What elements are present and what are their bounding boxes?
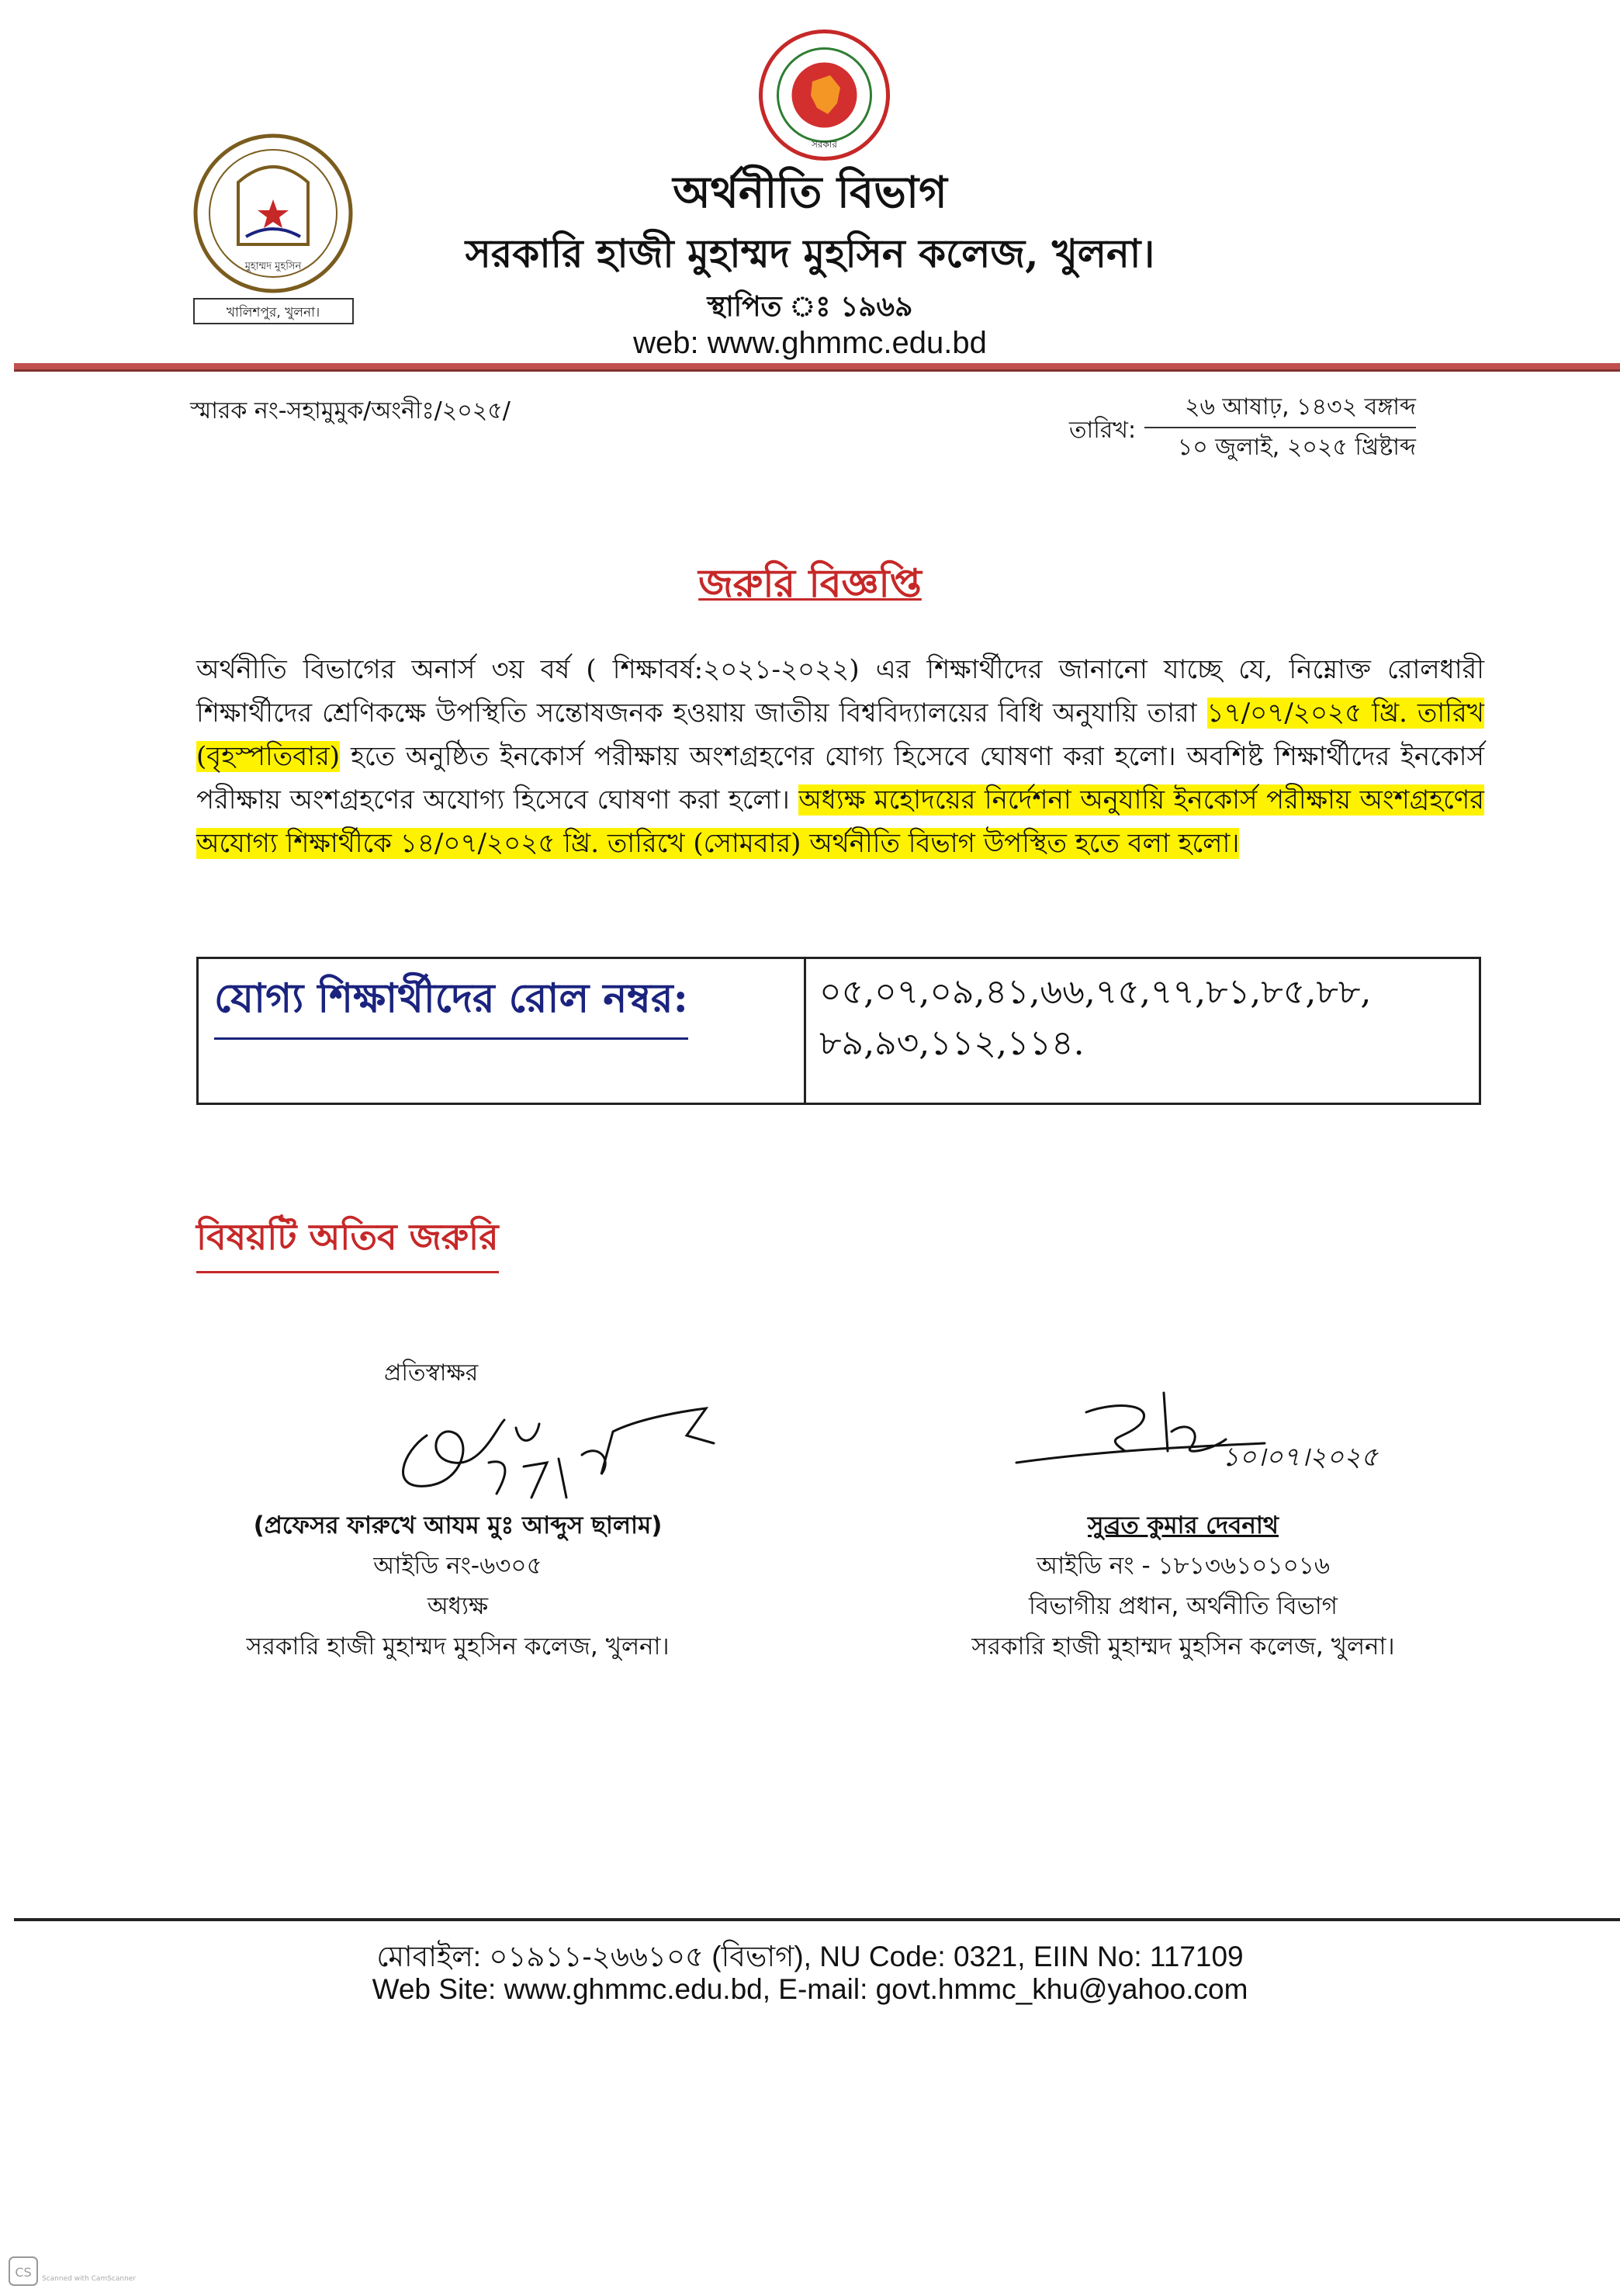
department-head-designation: বিভাগীয় প্রধান, অর্থনীতি বিভাগ: [1028, 1592, 1338, 1620]
college-name: সরকারি হাজী মুহাম্মদ মুহসিন কলেজ, খুলনা।: [465, 230, 1155, 276]
signature-date: ১০।০৭।২০২৫: [1222, 1442, 1379, 1473]
eligible-roll-table: [196, 957, 1481, 1105]
footer-web-email: Web Site: www.ghmmc.edu.bd, E-mail: govt.hmmc_khu@yahoo.com: [372, 1973, 1248, 2005]
date-english: ১০ জুলাই, ২০২৫ খ্রিষ্টাব্দ: [1177, 434, 1416, 461]
countersign-label: প্রতিস্বাক্ষর: [384, 1359, 479, 1387]
roll-label-cell: [199, 959, 806, 1103]
principal-id: আইডি নং-৬৩০৫: [373, 1552, 542, 1580]
header-divider: [14, 363, 1620, 372]
principal-name: (প্রফেসর ফারুখে আযম মুঃ আব্দুস ছালাম): [253, 1512, 663, 1539]
principal-signature: [380, 1389, 760, 1505]
department-head-institution: সরকারি হাজী মুহাম্মদ মুহসিন কলেজ, খুলনা।: [971, 1633, 1395, 1661]
svg-text:Scanned with CamScanner: Scanned with CamScanner: [42, 2275, 137, 2283]
notice-body: [196, 648, 1484, 865]
notice-body-part1: অর্থনীতি বিভাগের অনার্স ৩য় বর্ষ ( শিক্ষাবর্ষ:২০২১-২০২২) এর শিক্ষার্থীদের জানানো যাচ্ছে যে, নিম্নোক্ত রোলধারী শিক্ষার্থীদের শ্রেণিকক্ষে উপস্থিতি সন্তোষজনক হওয়ায় জাতীয় বিশ্ববিদ্যালয়ের বিধি অনুযায়ি তারা: [196, 654, 1484, 729]
college-location-text: খালিশপুর, খুলনা।: [226, 305, 320, 320]
date-bangla: ২৬ আষাঢ়, ১৪৩২ বঙ্গাব্দ: [1144, 388, 1416, 428]
footer-contact: মোবাইল: ০১৯১১-২৬৬১০৫ (বিভাগ), NU Code: 0321, EIIN No: 117109: [376, 1941, 1244, 1972]
notice-title-text: জরুরি বিজ্ঞপ্তি: [698, 561, 922, 606]
svg-text:সরকার: সরকার: [811, 139, 838, 150]
notice-highlight-exam-date: ১৭/০৭/২০২৫ খ্রি. তারিখ (বৃহস্পতিবার): [196, 698, 1485, 772]
date-block: [1144, 388, 1416, 467]
department-name: অর্থনীতি বিভাগ: [673, 167, 947, 218]
camscanner-watermark-icon: [8, 2254, 163, 2289]
svg-text:CS: CS: [15, 2265, 32, 2280]
notice-body-part2: হতে অনুষ্ঠিত ইনকোর্স পরীক্ষায় অংশগ্রহণের যোগ্য হিসেবে ঘোষণা করা হলো। অবশিষ্ট শিক্ষার্থীদের ইনকোর্স পরীক্ষায় অংশগ্রহণের অযোগ্য হিসেবে ঘোষণা করা হলো।: [196, 741, 1484, 816]
department-head-name: সুব্রত কুমার দেবনাথ: [1087, 1512, 1279, 1539]
government-seal-icon: [756, 27, 892, 163]
notice-title: [0, 555, 1620, 619]
department-head-signature-block: [931, 1505, 1435, 1667]
date-label: তারিখ:: [1069, 417, 1137, 444]
principal-designation: অধ্যক্ষ: [427, 1592, 489, 1620]
memo-reference: স্মারক নং-সহামুমুক/অংনীঃ/২০২৫/: [190, 397, 511, 424]
college-logo-text: মুহাম্মদ মুহসিন: [244, 261, 302, 272]
urgent-note: বিষয়টি অতিব জরুরি: [196, 1210, 499, 1273]
principal-institution: সরকারি হাজী মুহাম্মদ মুহসিন কলেজ, খুলনা।: [246, 1633, 670, 1661]
established-year: স্থাপিত ঃ ১৯৬৯: [707, 291, 913, 323]
header-web-address: web: www.ghmmc.edu.bd: [633, 326, 987, 360]
roll-table-label: যোগ্য শিক্ষার্থীদের রোল নম্বর:: [214, 967, 688, 1040]
roll-numbers: ০৫,০৭,০৯,৪১,৬৬,৭৫,৭৭,৮১,৮৫,৮৮, ৮৯,৯৩,১১২,১১৪.: [819, 972, 1372, 1063]
notice-highlight-instruction: অধ্যক্ষ মহোদয়ের নির্দেশনা অনুযায়ি ইনকোর্স পরীক্ষায় অংশগ্রহণের অযোগ্য শিক্ষার্থীকে ১৪/০৭/২০২৫ খ্রি. তারিখে (সোমবার) অর্থনীতি বিভাগ উপস্থিত হতে বলা হলো।: [196, 784, 1484, 859]
footer-divider: [14, 1918, 1620, 1921]
principal-signature-block: [186, 1505, 729, 1667]
department-head-id: আইডি নং - ১৮১৩৬১০১০১৬: [1036, 1552, 1331, 1580]
